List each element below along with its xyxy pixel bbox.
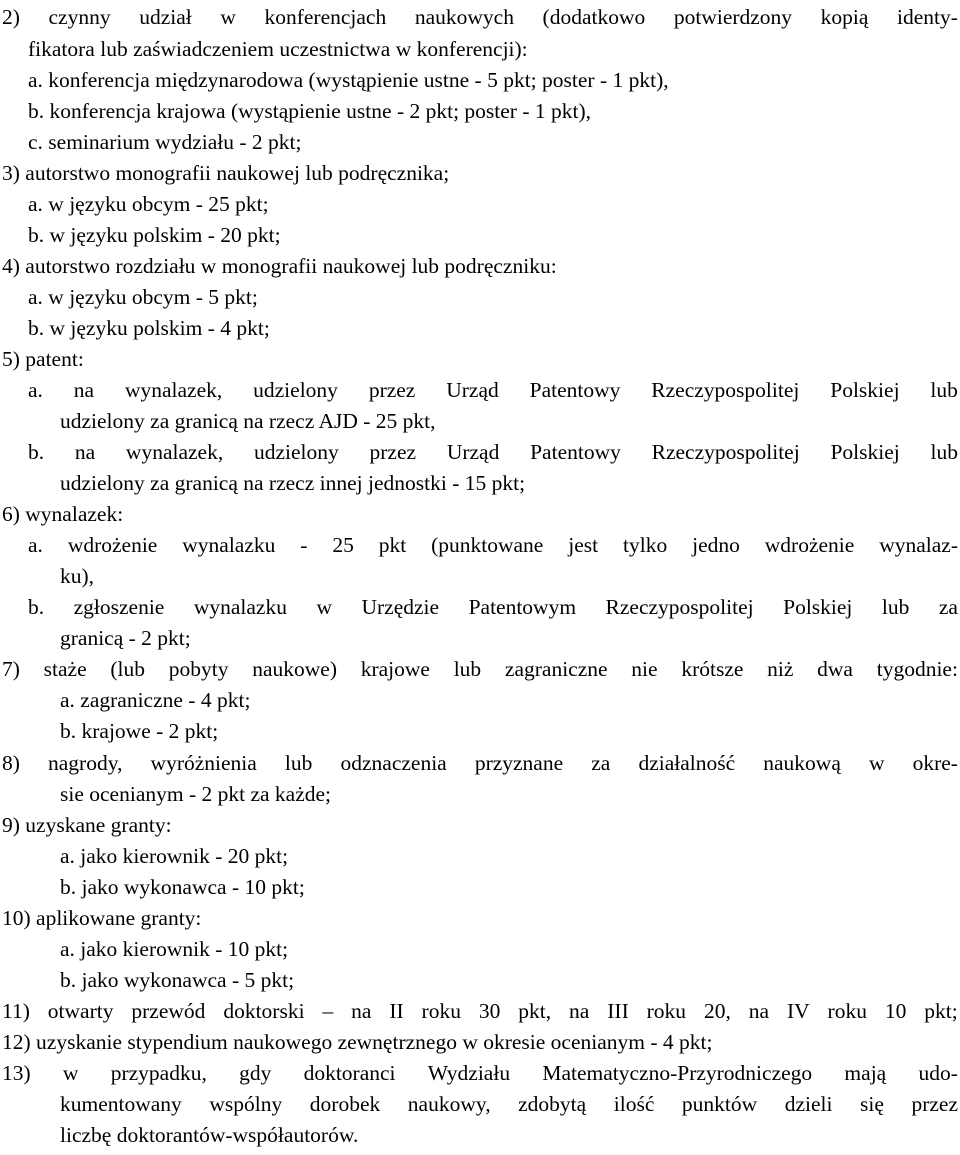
word: Polskiej (783, 595, 853, 619)
word: punktów (681, 1092, 758, 1116)
word: kumentowany (60, 1092, 182, 1116)
word: przez (368, 378, 416, 402)
item-6: 6) wynalazek: (2, 502, 124, 526)
word: w (62, 1061, 79, 1085)
item-5a-line-2: udzielony za granicą na rzecz AJD - 25 pkt, (60, 409, 436, 433)
word: Patentowym (468, 595, 577, 619)
word: nie (631, 657, 658, 681)
word: lub (881, 595, 910, 619)
word: wynalaz- (879, 533, 958, 557)
item-12: 12) uzyskanie stypendium naukowego zewnętrznego w okresie ocenianym - 4 pkt; (2, 1030, 713, 1054)
word: udział (139, 5, 192, 29)
word: 20, (703, 999, 731, 1023)
word: 13) (2, 1061, 31, 1085)
word: pkt; (924, 999, 958, 1023)
word: Polskiej (830, 440, 900, 464)
word: jest (568, 533, 599, 557)
word: w (316, 595, 332, 619)
item-2-line-2: fikatora lub zaświadczeniem uczestnictwa w konferencji): (28, 37, 528, 61)
word: roku (421, 999, 461, 1023)
word: 30 (478, 999, 501, 1023)
word: zdobytą (518, 1092, 587, 1116)
word: b. (28, 595, 45, 619)
item-13-line-3: liczbę doktorantów-współautorów. (60, 1123, 359, 1147)
word: wspólny (209, 1092, 283, 1116)
item-11 (2, 998, 958, 1024)
word: Wydziału (427, 1061, 511, 1085)
word: naukowe) (252, 657, 337, 681)
word: 8) (2, 751, 20, 775)
word: Matematyczno-Przyrodniczego (542, 1061, 813, 1085)
word: wynalazku (193, 595, 287, 619)
word: Rzeczypospolitej (651, 440, 800, 464)
word: III (607, 999, 629, 1023)
word: tygodnie: (876, 657, 958, 681)
word: czynny (48, 5, 111, 29)
item-5a-line-1 (28, 377, 958, 403)
word: jedno (692, 533, 740, 557)
word: zgłoszenie (73, 595, 165, 619)
word: mają (844, 1061, 887, 1085)
item-7 (2, 656, 958, 682)
word: dorobek (309, 1092, 381, 1116)
item-4b: b. w języku polskim - 4 pkt; (28, 316, 270, 340)
word: roku (646, 999, 687, 1023)
word: niż (767, 657, 794, 681)
word: doktorski (223, 999, 305, 1023)
word: okre- (912, 751, 958, 775)
word: na (748, 999, 770, 1023)
word: wynalazek, (125, 440, 224, 464)
word: naukowy, (407, 1092, 491, 1116)
item-8-line-1 (2, 750, 958, 776)
item-13-line-2 (60, 1091, 958, 1117)
item-13-line-1 (2, 1060, 958, 1086)
word: na (73, 378, 95, 402)
word: IV (786, 999, 810, 1023)
word: w (220, 5, 236, 29)
word: II (389, 999, 404, 1023)
item-5b-line-2: udzielony za granicą na rzecz innej jednostki - 15 pkt; (60, 471, 526, 495)
item-6a-line-1 (28, 532, 958, 558)
word: gdy (239, 1061, 272, 1085)
word: 11) (2, 999, 30, 1023)
word: doktoranci (303, 1061, 396, 1085)
item-5: 5) patent: (2, 347, 84, 371)
word: dwa (817, 657, 853, 681)
word: (punktowane (431, 533, 544, 557)
word: lub (453, 657, 482, 681)
word: tylko (623, 533, 668, 557)
item-4: 4) autorstwo rozdziału w monografii naukowej lub podręczniku: (2, 254, 557, 278)
word: Patentowy (530, 440, 621, 464)
word: 25 (332, 533, 354, 557)
word: dzieli (784, 1092, 833, 1116)
word: przez (369, 440, 417, 464)
word: odznaczenia (340, 751, 447, 775)
word: (dodatkowo (542, 5, 646, 29)
word: Urząd (446, 440, 500, 464)
word: Patentowy (529, 378, 621, 402)
item-2c: c. seminarium wydziału - 2 pkt; (28, 130, 302, 154)
word: kopią (820, 5, 869, 29)
word: nagrody, (48, 751, 123, 775)
word: na (569, 999, 590, 1023)
word: pobyty (168, 657, 229, 681)
word: Polskiej (830, 378, 900, 402)
word: przyznane (474, 751, 564, 775)
word: Rzeczypospolitej (651, 378, 800, 402)
item-3a: a. w języku obcym - 25 pkt; (28, 192, 269, 216)
item-9: 9) uzyskane granty: (2, 813, 172, 837)
word: na (351, 999, 372, 1023)
word: – (322, 999, 334, 1023)
item-10b: b. jako wykonawca - 5 pkt; (60, 968, 295, 992)
word: udzielony (253, 378, 338, 402)
word: wynalazku (182, 533, 276, 557)
item-2b: b. konferencja krajowa (wystąpienie ustne - 2 pkt; poster - 1 pkt), (28, 99, 592, 123)
item-10: 10) aplikowane granty: (2, 906, 202, 930)
word: za (938, 595, 958, 619)
word: lub (284, 751, 313, 775)
word: krajowe (360, 657, 430, 681)
item-9a: a. jako kierownik - 20 pkt; (60, 844, 289, 868)
word: w (868, 751, 885, 775)
word: udo- (918, 1061, 958, 1085)
word: przewód (131, 999, 206, 1023)
word: na (74, 440, 96, 464)
word: (lub (110, 657, 145, 681)
item-6b-line-1 (28, 594, 958, 620)
word: potwierdzony (673, 5, 793, 29)
word: 2) (2, 5, 20, 29)
item-8-line-2: sie ocenianym - 2 pkt za każde; (60, 782, 332, 806)
word: działalność (638, 751, 736, 775)
word: lub (930, 378, 958, 402)
item-7b: b. krajowe - 2 pkt; (60, 719, 219, 743)
item-10a: a. jako kierownik - 10 pkt; (60, 937, 289, 961)
word: wynalazek, (124, 378, 223, 402)
word: zagraniczne (504, 657, 608, 681)
item-2a: a. konferencja międzynarodowa (wystąpienie ustne - 5 pkt; poster - 1 pkt), (28, 68, 669, 92)
word: się (860, 1092, 884, 1116)
word: wdrożenie (67, 533, 158, 557)
word: b. (28, 440, 45, 464)
word: konferencjach (264, 5, 387, 29)
word: 10 (884, 999, 907, 1023)
word: roku (827, 999, 867, 1023)
word: wyróżnienia (150, 751, 257, 775)
word: przypadku, (110, 1061, 207, 1085)
word: naukową (763, 751, 841, 775)
word: ilość (613, 1092, 655, 1116)
word: Urzędzie (361, 595, 440, 619)
word: staże (43, 657, 87, 681)
word: naukowych (414, 5, 514, 29)
word: pkt (378, 533, 407, 557)
item-2-line-1 (2, 4, 958, 30)
item-9b: b. jako wykonawca - 10 pkt; (60, 875, 305, 899)
word: otwarty (47, 999, 114, 1023)
word: a. (28, 378, 43, 402)
word: a. (28, 533, 43, 557)
word: przez (911, 1092, 958, 1116)
word: za (591, 751, 611, 775)
item-5b-line-1 (28, 439, 958, 465)
word: udzielony (253, 440, 339, 464)
item-3: 3) autorstwo monografii naukowej lub podręcznika; (2, 161, 450, 185)
word: krótsze (681, 657, 744, 681)
item-6b-line-2: granicą - 2 pkt; (60, 626, 191, 650)
word: lub (930, 440, 958, 464)
word: Urząd (446, 378, 499, 402)
word: pkt, (518, 999, 552, 1023)
item-7a: a. zagraniczne - 4 pkt; (60, 688, 251, 712)
word: Rzeczypospolitej (605, 595, 754, 619)
item-3b: b. w języku polskim - 20 pkt; (28, 223, 281, 247)
word: wdrożenie (764, 533, 855, 557)
word: - (300, 533, 308, 557)
item-6a-line-2: ku), (60, 564, 95, 588)
word: identy- (897, 5, 958, 29)
word: 7) (2, 657, 20, 681)
item-4a: a. w języku obcym - 5 pkt; (28, 285, 258, 309)
